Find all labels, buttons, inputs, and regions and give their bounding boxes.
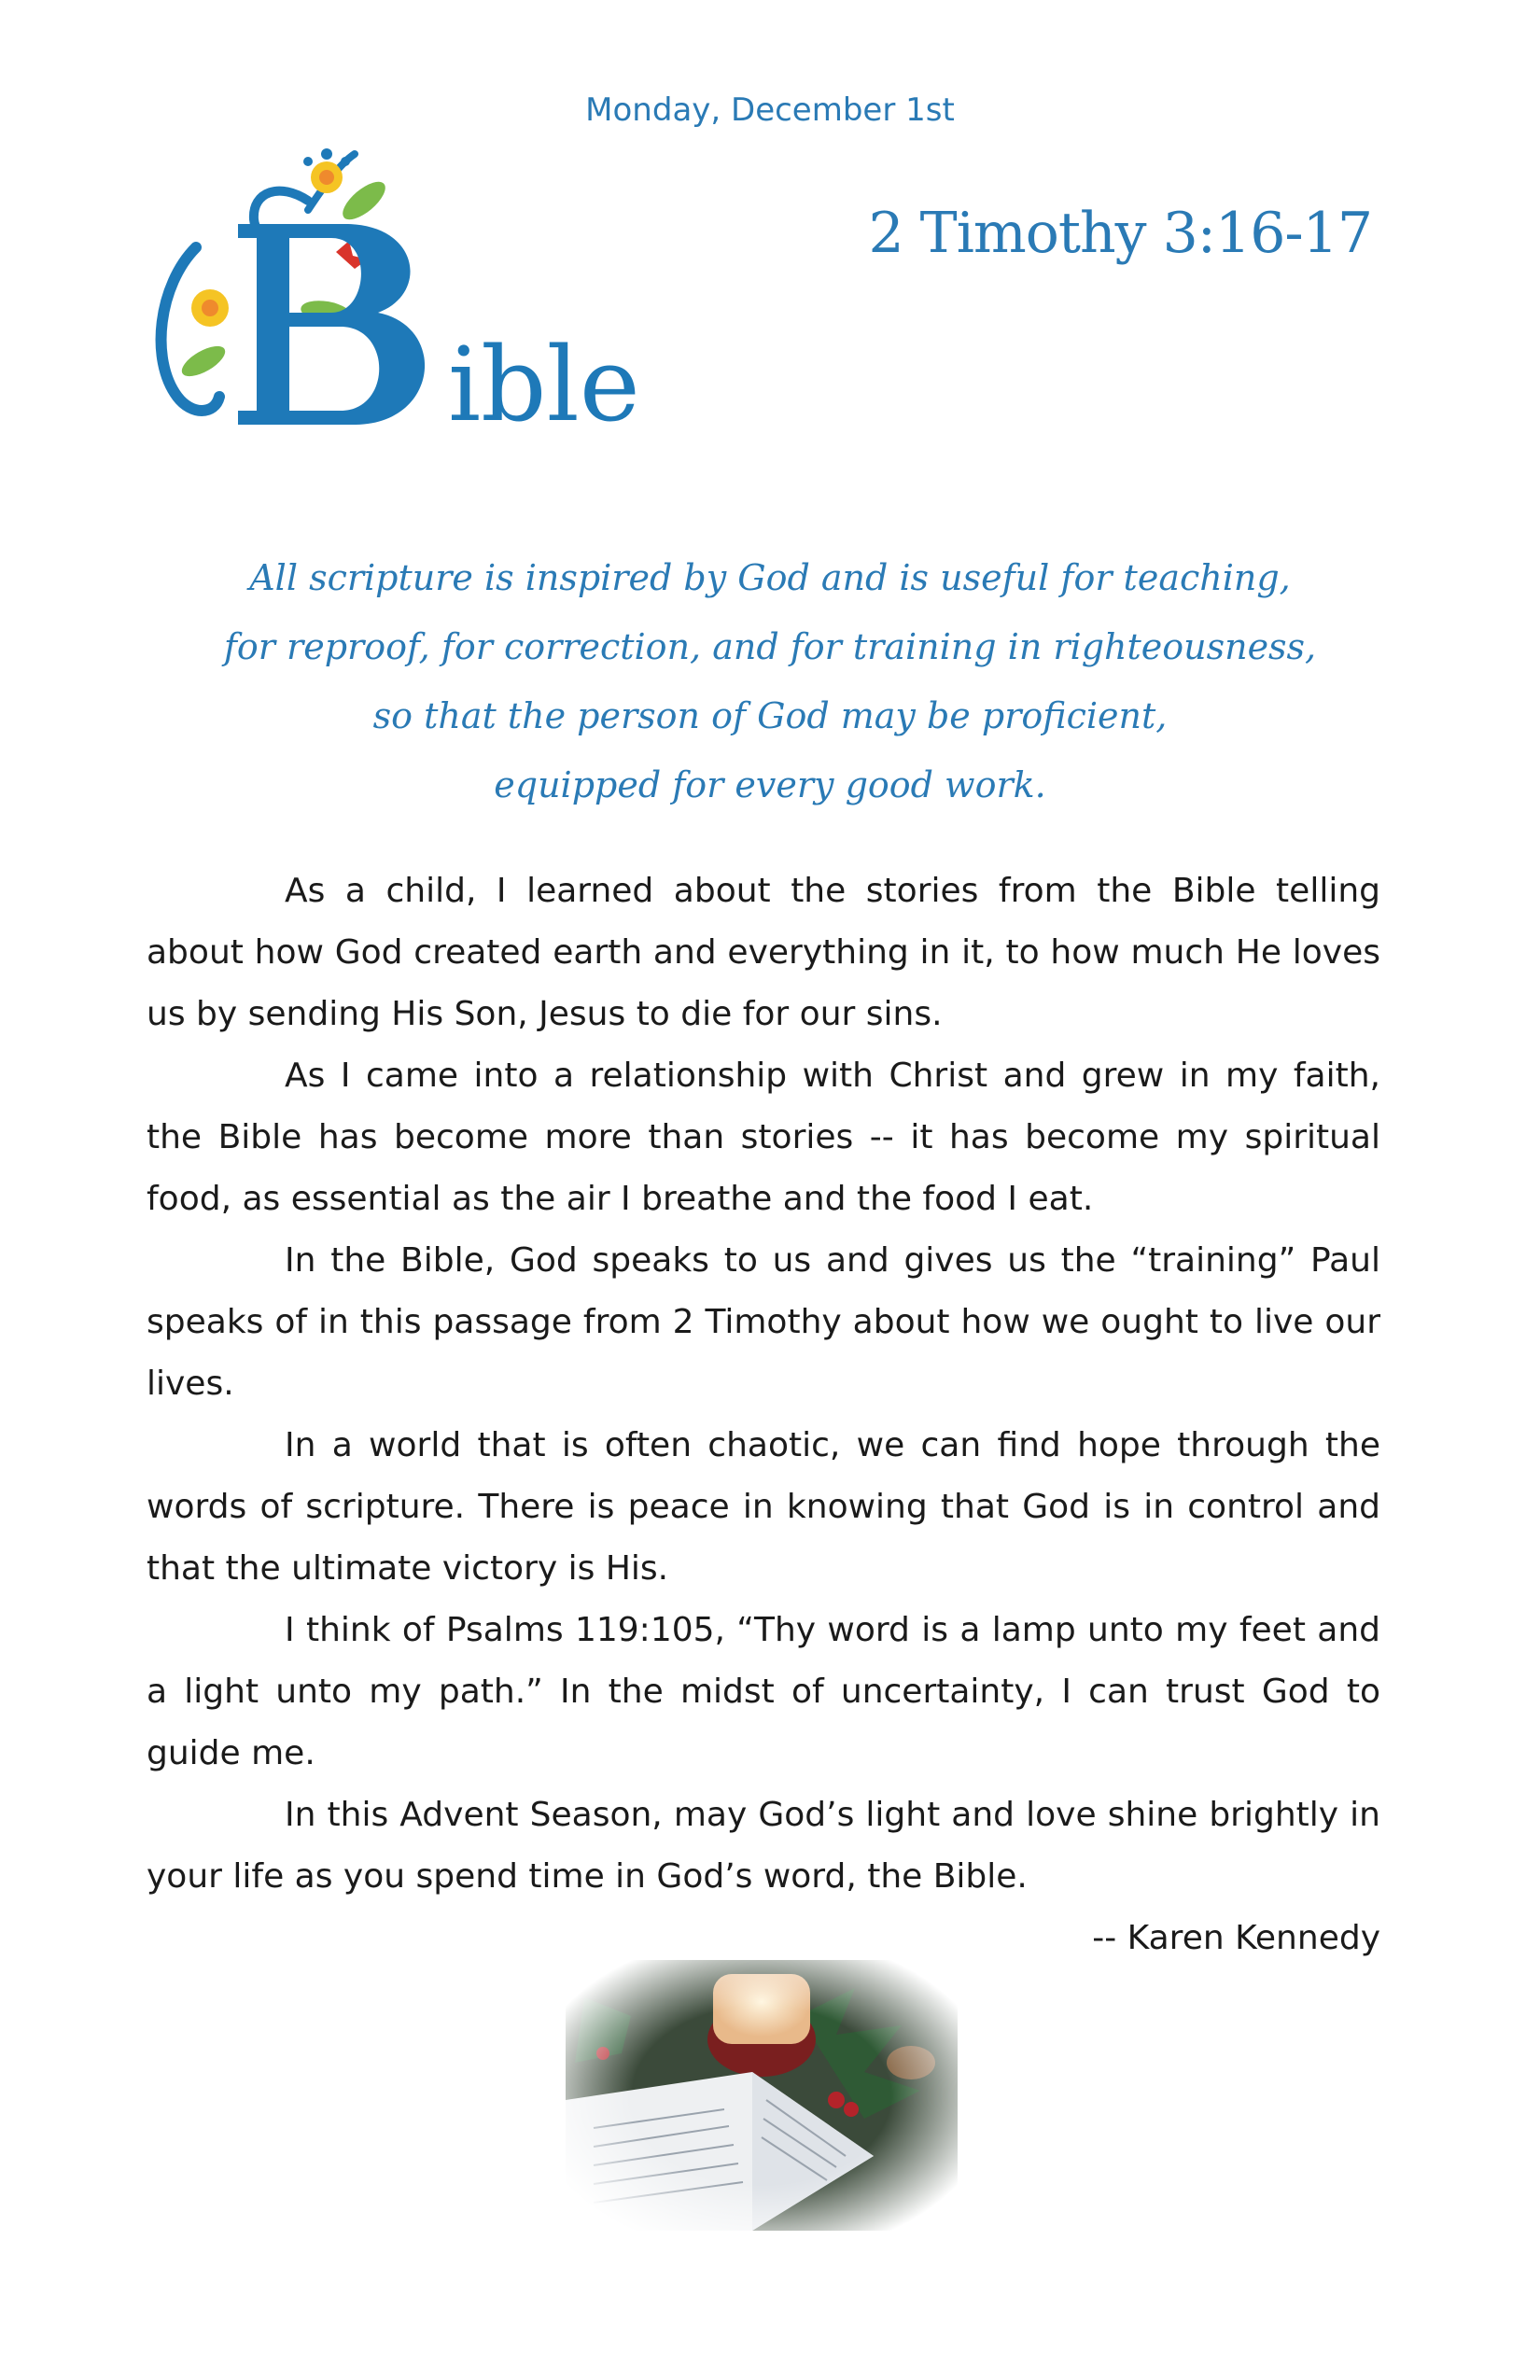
body-paragraph: In this Advent Season, may God’s light and love shine brightly in your life as you spend time in God’s word, the Bible.	[147, 1796, 1380, 1896]
scripture-line: All scripture is inspired by God and is useful for teaching,	[249, 557, 1291, 598]
page-date: Monday, December 1st	[585, 91, 955, 129]
body-paragraph: In a world that is often chaotic, we can find hope through the words of scripture. There is peace in knowing that God is in control and that the ultimate victory is His.	[147, 1426, 1380, 1588]
body-paragraph: In the Bible, God speaks to us and gives us the “training” Paul speaks of in this passage from 2 Timothy about how we ought to live our lives.	[147, 1241, 1380, 1403]
scripture-line: equipped for every good work.	[494, 764, 1046, 805]
body-paragraph: I think of Psalms 119:105, “Thy word is a lamp unto my feet and a light unto my path.” In the midst of uncertainty, I can trust God to guide me.	[147, 1611, 1380, 1772]
logo-word: ible	[448, 325, 640, 444]
scripture-line: so that the person of God may be proficient,	[372, 695, 1168, 736]
decorated-letter-b-icon	[140, 145, 644, 462]
body-paragraph: As I came into a relationship with Christ and grew in my faith, the Bible has become more than stories -- it has become my spiritual food, as essential as the air I breathe and the food I eat.	[147, 1057, 1380, 1218]
author-signature: -- Karen Kennedy	[1092, 1919, 1380, 1957]
body-paragraph: As a child, I learned about the stories from the Bible telling about how God created earth and everything in it, to how much He loves us by sending His Son, Jesus to die for our sins.	[147, 872, 1380, 1033]
open-bible-candle-icon	[566, 1960, 958, 2231]
bible-candle-photo	[566, 1960, 958, 2231]
scripture-line: for reproof, for correction, and for training in righteousness,	[223, 626, 1317, 667]
scripture-reference: 2 Timothy 3:16-17	[868, 201, 1372, 266]
scripture-quote	[0, 543, 1540, 819]
bible-logo	[140, 145, 644, 462]
devotional-body	[147, 861, 1380, 1969]
